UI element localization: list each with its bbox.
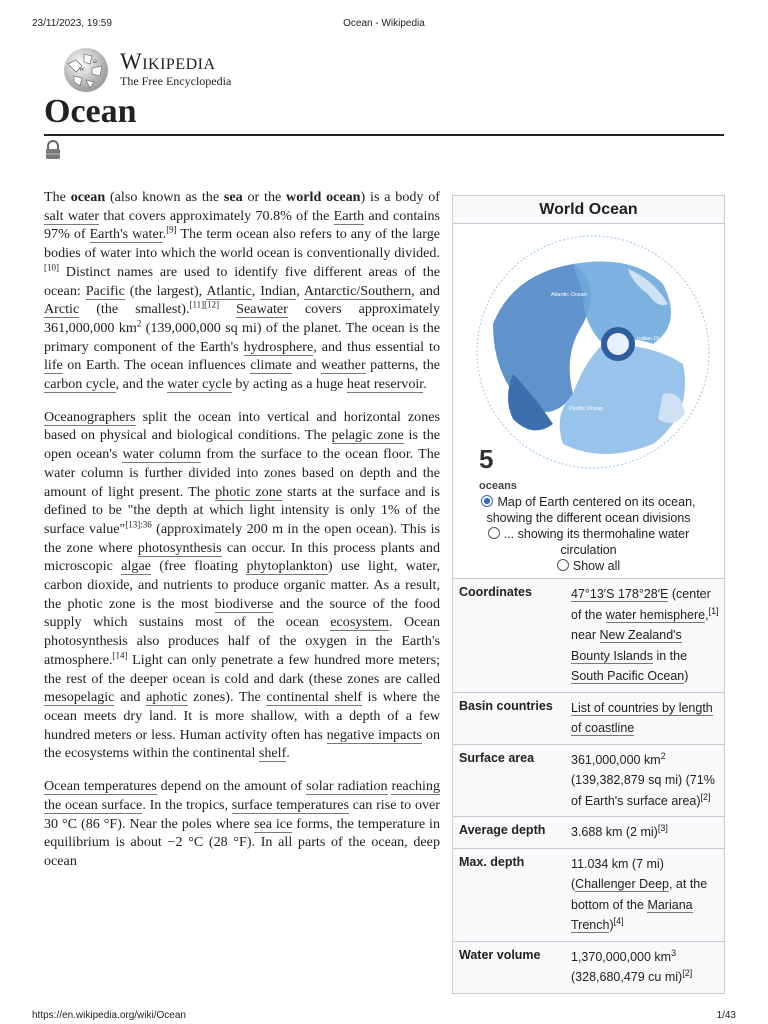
infobox-value: 3.688 km (2 mi)[3] bbox=[565, 817, 724, 849]
radio-option-show-all[interactable] bbox=[459, 558, 718, 574]
article-body bbox=[44, 188, 440, 885]
ocean-globe-map bbox=[453, 224, 724, 486]
print-page-title: Ocean - Wikipedia bbox=[343, 18, 425, 29]
infobox-value: 361,000,000 $km^2$ (139,382,879 sq mi) (71% of Earth's surface area)[2] bbox=[565, 744, 724, 817]
wiki-link[interactable]: photic zone bbox=[215, 483, 282, 500]
reference-sup[interactable]: 3 bbox=[671, 947, 677, 958]
wiki-link[interactable]: continental shelf bbox=[266, 689, 363, 706]
radio-label: Map of Earth centered on its ocean, showing the different ocean divisions bbox=[486, 495, 696, 525]
wiki-link[interactable]: Atlantic bbox=[206, 282, 252, 299]
infobox-row-coordinates bbox=[453, 579, 724, 693]
radio-unchecked-icon[interactable] bbox=[557, 559, 569, 571]
reference-sup[interactable]: 2 bbox=[136, 318, 142, 329]
wikipedia-globe-logo[interactable] bbox=[62, 46, 110, 94]
wiki-link[interactable]: salt water bbox=[44, 207, 100, 224]
infobox-row-max-depth bbox=[453, 848, 724, 941]
print-datetime: 23/11/2023, 19:59 bbox=[32, 18, 112, 29]
bold-term: world ocean bbox=[286, 189, 361, 205]
wiki-link[interactable]: photosynthesis bbox=[137, 539, 222, 556]
reference-sup[interactable]: 2 bbox=[660, 750, 666, 761]
infobox-row-basin bbox=[453, 692, 724, 744]
wiki-link[interactable]: water column bbox=[122, 446, 202, 463]
wiki-link[interactable]: aphotic bbox=[146, 689, 188, 706]
infobox-title: World Ocean bbox=[453, 196, 724, 224]
bold-term: ocean bbox=[70, 189, 106, 205]
wiki-link[interactable]: water hemisphere bbox=[605, 607, 706, 622]
wikipedia-wordmark[interactable] bbox=[120, 50, 231, 88]
reference-sup[interactable]: [13]:36 bbox=[125, 519, 152, 530]
wiki-link[interactable]: South Pacific Ocean bbox=[571, 669, 685, 683]
wordmark-rest: ikipedia bbox=[142, 49, 216, 74]
title-divider bbox=[44, 134, 724, 136]
article-paragraph: The ocean (also known as the sea or the world ocean) is a body of salt water that covers approximately 70.8% of the Earth and contains 97% of Earth's water.[9] The term ocean also refers to any of the large bodies of water into which the world ocean is conventionally divided.[10] Distinct names are used to identify five different areas of the ocean: Pacific (the largest), Atlantic, Indian, Antarctic/Southern, and Arctic (the smallest).[11][12] Seawater covers approximately 361,000,000 $km^2$ (139,000,000 sq mi) of the planet. The ocean is the primary component of the Earth's hydrosphere, and thus essential to life on Earth. The ocean influences climate and weather patterns, the carbon cycle, and the water cycle by acting as a huge heat reservoir. bbox=[44, 189, 441, 393]
wiki-link[interactable]: New Zealand's Bounty Islands bbox=[571, 628, 682, 663]
map-view-options bbox=[453, 486, 724, 578]
radio-checked-icon[interactable] bbox=[481, 495, 493, 507]
wiki-link[interactable]: Earth's water bbox=[89, 226, 163, 243]
wiki-link[interactable]: Mariana Trench bbox=[571, 897, 693, 932]
reference-sup[interactable]: [10] bbox=[44, 262, 59, 273]
infobox-label: Surface area bbox=[453, 744, 565, 817]
reference-sup[interactable]: [3] bbox=[657, 822, 668, 833]
wiki-link[interactable]: ecosystem bbox=[330, 614, 389, 631]
wiki-link[interactable]: climate bbox=[250, 357, 292, 374]
infobox-row-water-volume bbox=[453, 941, 724, 993]
print-page-number: 1/43 bbox=[716, 1010, 736, 1021]
wiki-link[interactable]: Arctic bbox=[44, 301, 80, 318]
wiki-link[interactable]: Indian bbox=[260, 282, 297, 299]
wiki-link[interactable]: Antarctic/Southern bbox=[303, 282, 412, 299]
wiki-link[interactable]: List of countries by length of coastline bbox=[571, 700, 713, 735]
article-paragraph: Oceanographers split the ocean into vertical and horizontal zones based on physical and biological conditions. The pelagic zone is the open ocean's water column from the surface to the ocean floor. The water column is further divided into zones based on depth and the amount of light present. The photic zone starts at the surface and is defined to be "the depth at which light intensity is only 1% of the surface value"$^{[13]:36}$ (approximately 200 m in the open ocean). This is the zone where photosynthesis can occur. In this process plants and microscopic algae (free floating phytoplankton) use light, water, carbon dioxide, and nutrients to produce organic matter. As a result, the photic zone is the most biodiverse and the source of the food supply which sustains most of the ocean ecosystem. Ocean photosynthesis also produces half of the oxygen in the Earth's atmosphere.[14] Light can only penetrate a few hundred more meters; the rest of the deeper ocean is cold and dark (these zones are called mesopelagic and aphotic zones). The continental shelf is where the ocean meets dry land. It is more shallow, with a depth of a few hundred meters or less. Human activity often has negative impacts on the ecosystems within the continental shelf. bbox=[44, 408, 441, 762]
wiki-link[interactable]: algae bbox=[121, 558, 151, 575]
wordmark-w: W bbox=[120, 49, 143, 74]
print-url[interactable]: https://en.wikipedia.org/wiki/Ocean bbox=[32, 1010, 186, 1021]
radio-label: Show all bbox=[572, 559, 621, 573]
infobox-row-average-depth bbox=[453, 817, 724, 849]
infobox-label: Average depth bbox=[453, 817, 565, 849]
wiki-link[interactable]: phytoplankton bbox=[246, 558, 328, 575]
map-label-pacific: Pacific Ocean bbox=[569, 406, 603, 412]
infobox-label: Basin countries bbox=[453, 692, 565, 744]
wiki-link[interactable]: hydrosphere bbox=[243, 338, 314, 355]
infobox-row-surface-area bbox=[453, 744, 724, 817]
wiki-link[interactable]: heat reservoir bbox=[346, 376, 424, 393]
svg-text:Ω: Ω bbox=[93, 60, 97, 65]
infobox-value: 1,370,000,000 $km^3$ (328,680,479 cu mi)[2] bbox=[565, 941, 724, 993]
wiki-link[interactable]: biodiverse bbox=[214, 595, 274, 612]
infobox-value bbox=[565, 692, 724, 744]
reference-sup[interactable]: [4] bbox=[613, 915, 624, 926]
infobox-label: Max. depth bbox=[453, 848, 565, 941]
reference-sup[interactable]: [1] bbox=[708, 605, 719, 616]
wiki-link[interactable]: reaching the ocean surface bbox=[44, 778, 441, 813]
radio-option-divisions[interactable] bbox=[459, 494, 718, 526]
infobox-label: Coordinates bbox=[453, 579, 565, 693]
wiki-link[interactable]: pelagic zone bbox=[331, 427, 404, 444]
radio-label: ... showing its thermohaline water circulation bbox=[503, 527, 690, 557]
radio-unchecked-icon[interactable] bbox=[488, 527, 500, 539]
wiki-link[interactable]: Oceanographers bbox=[44, 408, 136, 425]
svg-text:W: W bbox=[79, 67, 85, 73]
reference-sup[interactable]: [9] bbox=[166, 224, 177, 235]
wiki-link[interactable]: negative impacts bbox=[326, 726, 423, 743]
infobox-value: 11.034 km (7 mi) (Challenger Deep, at the bottom of the Mariana Trench)[4] bbox=[565, 848, 724, 941]
ocean-map[interactable] bbox=[453, 224, 724, 492]
infobox-label: Water volume bbox=[453, 941, 565, 993]
wiki-link[interactable]: weather bbox=[321, 357, 366, 374]
reference-sup[interactable]: [2] bbox=[700, 791, 711, 802]
wordmark-tagline: The Free Encyclopedia bbox=[120, 74, 232, 88]
wiki-link[interactable]: carbon cycle bbox=[44, 376, 116, 393]
wordmark-text bbox=[120, 50, 231, 74]
bold-term: sea bbox=[223, 189, 243, 205]
wiki-link[interactable]: solar radiation bbox=[306, 778, 388, 795]
wiki-link[interactable]: water cycle bbox=[167, 376, 232, 393]
wiki-link[interactable]: life bbox=[44, 357, 63, 374]
reference-sup[interactable]: [2] bbox=[682, 967, 693, 978]
wiki-link[interactable]: Seawater bbox=[236, 301, 288, 318]
page-title: Ocean bbox=[44, 93, 137, 130]
wiki-link[interactable]: sea ice bbox=[253, 815, 293, 832]
map-label-atlantic: Atlantic Ocean bbox=[551, 292, 587, 298]
wiki-link[interactable]: surface temperatures bbox=[231, 796, 350, 813]
wiki-link[interactable]: mesopelagic bbox=[44, 689, 115, 706]
infobox bbox=[452, 195, 725, 994]
oceans-count: 5 bbox=[479, 444, 494, 474]
wiki-link[interactable]: 47°13′S 178°28′E bbox=[571, 587, 669, 601]
wiki-link[interactable]: shelf bbox=[258, 745, 287, 762]
reference-sup[interactable]: [11][12] bbox=[189, 299, 220, 310]
map-label-indian: Indian Ocean bbox=[637, 336, 670, 342]
wiki-link[interactable]: Challenger Deep bbox=[575, 877, 669, 891]
article-paragraph: Ocean temperatures depend on the amount of solar radiation reaching the ocean surface. In the tropics, surface temperatures can rise to over 30 °C (86 °F). Near the poles where sea ice forms, the temperature in equilibrium is about −2 °C (28 °F). In all parts of the ocean, deep ocean bbox=[44, 778, 441, 869]
oceans-label: oceans bbox=[479, 480, 517, 492]
protection-lock-icon[interactable] bbox=[44, 140, 62, 160]
infobox-value: 47°13′S 178°28′E (center of the water hemisphere,[1] near New Zealand's Bounty Islands in the South Pacific Ocean) bbox=[565, 579, 724, 693]
radio-option-thermohaline[interactable] bbox=[459, 526, 718, 558]
infobox-table bbox=[453, 578, 724, 993]
wiki-link[interactable]: Ocean temperatures bbox=[44, 778, 157, 795]
wiki-link[interactable]: Earth bbox=[333, 207, 365, 224]
wiki-link[interactable]: Pacific bbox=[85, 282, 125, 299]
reference-sup[interactable]: [14] bbox=[112, 650, 128, 661]
